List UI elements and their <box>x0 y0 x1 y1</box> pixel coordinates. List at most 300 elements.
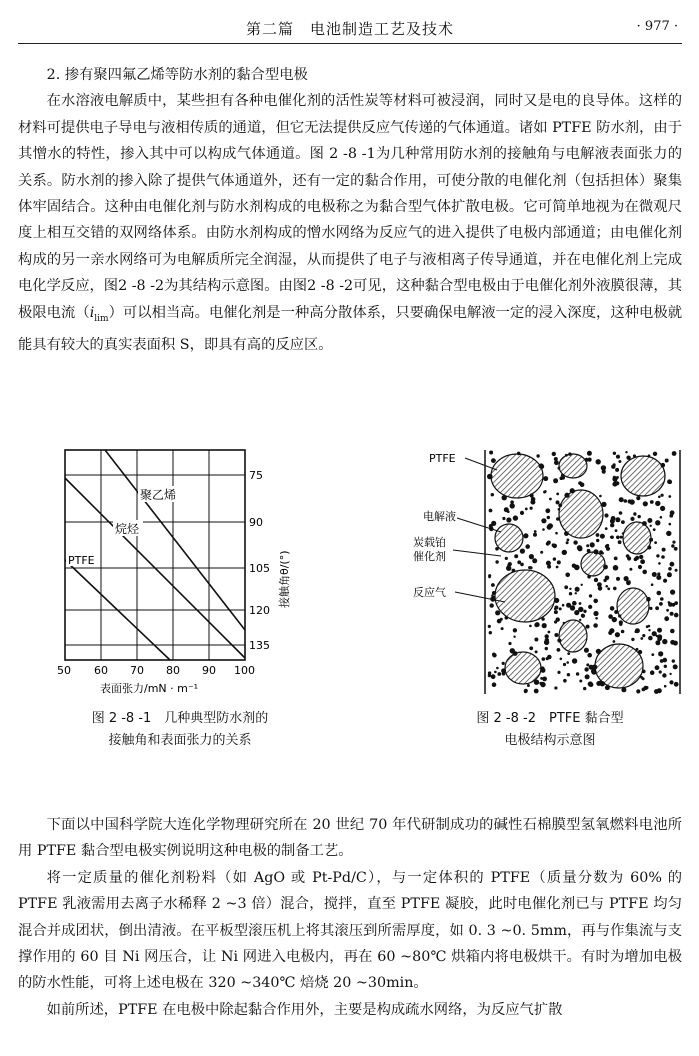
catalyst-dot <box>668 495 671 498</box>
paragraph-4: 如前所述，PTFE 在电极中除起黏合作用外，主要是构成疏水网络，为反应气扩散 <box>46 1001 563 1018</box>
catalyst-dot <box>661 463 666 468</box>
catalyst-dot <box>502 495 507 500</box>
catalyst-dot <box>667 572 672 577</box>
catalyst-dot <box>558 467 561 470</box>
catalyst-dot <box>660 506 665 511</box>
catalyst-dot <box>618 460 621 463</box>
catalyst-dot <box>570 605 575 610</box>
catalyst-dot <box>491 521 496 526</box>
catalyst-dot <box>643 501 648 506</box>
catalyst-dot <box>524 689 528 693</box>
x-tick-60: 60 <box>94 664 108 677</box>
catalyst-dot <box>596 459 601 464</box>
catalyst-dot <box>563 663 566 666</box>
catalyst-dot <box>613 565 619 571</box>
catalyst-dot <box>558 504 562 508</box>
catalyst-dot <box>666 609 669 612</box>
catalyst-dot <box>564 493 569 498</box>
catalyst-dot <box>517 560 521 564</box>
paragraph-1-tail: ）可以相当高。电催化剂是一种高分散体系，只要确保电解液一定的浸入深度，这种电极就能具有较大的真实表面积 S，即具有高的反应区。 <box>18 304 683 353</box>
y-tick-120: 120 <box>249 604 270 617</box>
catalyst-dot <box>610 536 613 539</box>
catalyst-dot <box>613 640 616 643</box>
catalyst-dot <box>672 659 675 662</box>
catalyst-dot <box>508 642 511 645</box>
catalyst-dot <box>596 539 599 542</box>
catalyst-dot <box>600 534 605 539</box>
catalyst-dot <box>520 549 525 554</box>
catalyst-dot <box>645 686 648 689</box>
catalyst-dot <box>559 607 562 610</box>
catalyst-dot <box>575 587 580 592</box>
catalyst-dot <box>651 653 654 656</box>
catalyst-dot <box>670 640 675 645</box>
catalyst-dot <box>616 455 620 459</box>
catalyst-dot <box>613 476 616 479</box>
catalyst-dot <box>583 687 586 690</box>
catalyst-dot <box>655 520 660 525</box>
catalyst-dot <box>575 592 577 594</box>
catalyst-dot <box>661 555 665 559</box>
catalyst-dot <box>561 476 565 480</box>
section-heading: 2. 掺有聚四氟乙烯等防水剂的黏合型电极 <box>46 67 308 83</box>
catalyst-dot <box>662 639 667 644</box>
figure-contact-angle-chart <box>50 440 310 700</box>
catalyst-dot <box>590 542 595 547</box>
catalyst-dot <box>656 635 658 637</box>
catalyst-dot <box>567 652 570 655</box>
x-tick-70: 70 <box>130 664 144 677</box>
catalyst-dot <box>606 544 609 547</box>
catalyst-dot <box>572 601 577 606</box>
catalyst-dot <box>667 479 672 484</box>
catalyst-dot <box>542 623 547 628</box>
catalyst-dot <box>587 451 592 456</box>
catalyst-dot <box>662 548 666 552</box>
catalyst-dot <box>615 529 618 532</box>
catalyst-dot <box>569 592 572 595</box>
x-tick-100: 100 <box>234 664 255 677</box>
figure2-caption-line1: 图 2 -8 -2 PTFE 黏合型 <box>476 711 624 726</box>
catalyst-dot <box>652 572 657 577</box>
catalyst-dot <box>594 578 598 582</box>
catalyst-dot <box>638 515 641 518</box>
catalyst-dot <box>572 658 577 663</box>
catalyst-dot <box>658 651 663 656</box>
catalyst-dot <box>665 459 669 463</box>
catalyst-dot <box>659 670 662 673</box>
catalyst-dot <box>598 586 603 591</box>
catalyst-dot <box>642 570 647 575</box>
catalyst-dot <box>495 547 499 551</box>
catalyst-dot <box>621 687 626 692</box>
catalyst-dot <box>615 468 619 472</box>
catalyst-dot <box>596 533 600 537</box>
catalyst-dot <box>638 650 642 654</box>
catalyst-dot <box>548 631 551 634</box>
catalyst-dot <box>510 648 515 653</box>
catalyst-dot <box>670 590 675 595</box>
catalyst-dot <box>669 673 671 675</box>
catalyst-dot <box>496 667 499 670</box>
catalyst-dot <box>587 653 592 658</box>
catalyst-dot <box>612 617 617 622</box>
catalyst-dot <box>579 602 582 605</box>
figure1-caption-line2: 接触角和表面张力的关系 <box>108 733 252 748</box>
catalyst-dot <box>624 576 629 581</box>
catalyst-dot <box>674 613 679 618</box>
catalyst-dot <box>541 617 544 620</box>
catalyst-dot <box>517 452 521 456</box>
catalyst-dot <box>614 557 618 561</box>
catalyst-dot <box>530 493 534 497</box>
catalyst-dot <box>670 562 675 567</box>
catalyst-dot <box>628 580 631 583</box>
catalyst-dot <box>666 531 671 536</box>
catalyst-dot <box>489 509 493 513</box>
catalyst-dot <box>625 451 627 453</box>
catalyst-dot <box>579 619 581 621</box>
catalyst-dot <box>586 663 589 666</box>
catalyst-dot <box>673 664 678 669</box>
paragraph-3: 将一定质量的催化剂粉料（如 AgO 或 Pt-Pd/C），与一定体积的 PTFE（质量分数为 60% 的 PTFE 乳液需用去离子水稀释 2 ~3 倍）混合，搅拌，直至 PTFE 凝胶，此时电催化剂已与 PTFE 均匀混合并成团状，倒出清液。在平板型滚压机上将其滚压到所需厚度，如 0. 3 ~0. 5mm，再与作集流与支撑作用的 60 目 Ni 网压合，让 Ni 网进入电极内，再在 60 ~80℃ 烘箱内将电极烘干。有时为增加电极的防水性能，可将上述电极在 320 ~340℃ 焙烧 20 ~30min。 <box>18 869 682 992</box>
catalyst-dot <box>647 546 651 550</box>
catalyst-dot <box>554 610 558 614</box>
body-text-bottom <box>18 812 682 1023</box>
catalyst-dot <box>630 517 634 521</box>
catalyst-dot <box>513 636 515 638</box>
catalyst-dot <box>601 502 606 507</box>
catalyst-dot <box>647 518 652 523</box>
catalyst-dot <box>599 495 602 498</box>
catalyst-dot <box>542 528 545 531</box>
catalyst-dot <box>577 545 582 550</box>
catalyst-dot <box>566 541 569 544</box>
catalyst-dot <box>613 452 616 455</box>
catalyst-dot <box>569 588 571 590</box>
catalyst-dot <box>613 463 616 466</box>
catalyst-dot <box>629 568 632 571</box>
catalyst-dot <box>527 684 530 687</box>
catalyst-dot <box>513 515 518 520</box>
catalyst-dot <box>640 637 643 640</box>
catalyst-dot <box>669 680 673 684</box>
catalyst-dot <box>554 620 557 623</box>
catalyst-dot <box>642 688 646 692</box>
catalyst-dot <box>492 653 496 657</box>
catalyst-dot <box>491 604 493 606</box>
catalyst-dot <box>593 611 598 616</box>
catalyst-dot <box>595 617 598 620</box>
page-header <box>18 14 682 44</box>
catalyst-dot <box>567 539 570 542</box>
catalyst-dot <box>489 451 493 455</box>
catalyst-dot <box>649 538 653 542</box>
figure2-caption-line2: 电极结构示意图 <box>504 733 596 748</box>
catalyst-dot <box>505 557 508 560</box>
catalyst-dot <box>603 579 606 582</box>
catalyst-dot <box>607 587 610 590</box>
catalyst-dot <box>512 569 516 573</box>
figure1-caption-line1: 图 2 -8 -1 几种典型防水剂的 <box>91 711 269 726</box>
y-tick-75: 75 <box>249 469 263 482</box>
catalyst-dot <box>610 606 615 611</box>
catalyst-dot <box>502 662 505 665</box>
catalyst-dot <box>585 674 590 679</box>
label-ptfe: PTFE <box>68 554 95 567</box>
catalyst-dot <box>568 452 571 455</box>
catalyst-dot <box>664 685 667 688</box>
catalyst-dot <box>593 623 598 628</box>
catalyst-dot <box>507 564 510 567</box>
page-number: · 977 · <box>636 19 678 34</box>
catalyst-dot <box>556 500 560 504</box>
catalyst-dot <box>494 671 497 674</box>
catalyst-dot <box>495 610 500 615</box>
catalyst-dot <box>542 677 547 682</box>
catalyst-dot <box>655 665 660 670</box>
catalyst-dot <box>535 650 538 653</box>
catalyst-dot <box>489 631 492 634</box>
catalyst-dot <box>502 517 505 520</box>
catalyst-dot <box>642 634 645 637</box>
catalyst-dot <box>619 620 623 624</box>
catalyst-dot <box>544 490 547 493</box>
figure1-caption <box>50 708 310 752</box>
catalyst-dot <box>491 583 495 587</box>
catalyst-dot <box>552 452 556 456</box>
catalyst-dot <box>653 528 656 531</box>
catalyst-dot <box>562 604 565 607</box>
catalyst-dot <box>492 682 497 687</box>
catalyst-dot <box>529 625 532 628</box>
catalyst-dot <box>560 658 563 661</box>
catalyst-dot <box>669 514 673 518</box>
catalyst-dot <box>662 673 666 677</box>
catalyst-dot <box>510 503 515 508</box>
catalyst-dot <box>670 629 675 634</box>
catalyst-dot <box>620 536 623 539</box>
y-tick-90: 90 <box>249 516 263 529</box>
catalyst-dot <box>547 655 552 660</box>
catalyst-dot <box>564 585 568 589</box>
catalyst-dot <box>619 497 624 502</box>
catalyst-dot <box>657 591 662 596</box>
catalyst-dot <box>671 544 674 547</box>
catalyst-dot <box>613 587 617 591</box>
catalyst-dot <box>555 532 558 535</box>
catalyst-dot <box>657 628 662 633</box>
catalyst-dot <box>491 458 496 463</box>
catalyst-dot <box>563 679 567 683</box>
catalyst-dot <box>545 634 549 638</box>
catalyst-dot <box>554 460 559 465</box>
catalyst-dot <box>624 499 628 503</box>
catalyst-dot <box>658 562 661 565</box>
catalyst-dot <box>648 636 653 641</box>
catalyst-dot <box>606 547 610 551</box>
catalyst-dot <box>664 616 669 621</box>
catalyst-dot <box>514 554 518 558</box>
catalyst-dot <box>539 682 542 685</box>
catalyst-dot <box>651 583 654 586</box>
catalyst-dot <box>501 668 506 673</box>
catalyst-dot <box>543 476 548 481</box>
catalyst-dot <box>488 671 491 674</box>
catalyst-dot <box>601 552 604 555</box>
catalyst-dot <box>608 631 612 635</box>
catalyst-dot <box>674 682 679 687</box>
catalyst-dot <box>615 517 620 522</box>
catalyst-dot <box>488 574 491 577</box>
i-lim-symbol: i <box>89 304 95 321</box>
catalyst-dot <box>648 454 651 457</box>
x-axis-label: 表面张力/mN · m⁻¹ <box>100 682 199 695</box>
catalyst-dot <box>605 527 608 530</box>
catalyst-dot <box>581 614 584 617</box>
catalyst-dot <box>668 601 671 604</box>
catalyst-dot <box>506 517 511 522</box>
catalyst-dot <box>491 674 496 679</box>
catalyst-dot <box>520 511 524 515</box>
figure-electrode-structure <box>405 446 685 696</box>
catalyst-dot <box>529 554 534 559</box>
x-tick-80: 80 <box>166 664 180 677</box>
catalyst-dot <box>554 608 557 611</box>
catalyst-dot <box>657 688 662 693</box>
catalyst-dot <box>487 474 493 480</box>
catalyst-dot <box>491 493 494 496</box>
catalyst-dot <box>605 585 608 588</box>
catalyst-dot <box>653 452 657 456</box>
catalyst-dot <box>674 601 678 605</box>
catalyst-dot <box>554 686 557 689</box>
catalyst-dot <box>505 616 509 620</box>
catalyst-dot <box>534 638 538 642</box>
catalyst-dot <box>525 508 528 511</box>
catalyst-dot <box>565 454 568 457</box>
catalyst-dot <box>546 561 551 566</box>
catalyst-dot <box>587 549 591 553</box>
catalyst-dot <box>584 648 588 652</box>
catalyst-dot <box>661 494 664 497</box>
label-catalyst-line2: 催化剂 <box>413 550 446 563</box>
catalyst-dot <box>513 628 517 632</box>
catalyst-dot <box>611 516 616 521</box>
catalyst-dot <box>631 638 634 641</box>
catalyst-dot <box>563 622 565 624</box>
catalyst-dot <box>553 478 558 483</box>
catalyst-dot <box>562 550 567 555</box>
catalyst-dot <box>638 565 642 569</box>
catalyst-dot <box>633 512 636 515</box>
catalyst-dot <box>654 541 657 544</box>
catalyst-dot <box>536 454 539 457</box>
catalyst-dot <box>584 458 588 462</box>
label-paraffin: 烷烃 <box>115 522 140 536</box>
catalyst-dot <box>660 516 663 519</box>
catalyst-dot <box>552 544 557 549</box>
catalyst-dot <box>557 638 561 642</box>
catalyst-dot <box>532 558 537 563</box>
catalyst-dot <box>668 567 672 571</box>
catalyst-dot <box>656 575 661 580</box>
paragraph-1 <box>18 88 682 358</box>
label-catalyst-line1: 炭载铂 <box>413 536 446 549</box>
catalyst-dot <box>650 500 654 504</box>
catalyst-dot <box>589 594 592 597</box>
catalyst-dot <box>553 557 556 560</box>
catalyst-dot <box>596 649 601 654</box>
catalyst-dot <box>554 598 559 603</box>
catalyst-dot <box>650 525 652 527</box>
catalyst-dot <box>534 689 539 694</box>
catalyst-dot <box>593 599 598 604</box>
y-tick-135: 135 <box>249 639 270 652</box>
catalyst-dot <box>619 511 623 515</box>
catalyst-dot <box>573 540 577 544</box>
y-tick-105: 105 <box>249 562 270 575</box>
catalyst-dot <box>541 518 546 523</box>
x-tick-90: 90 <box>202 664 216 677</box>
catalyst-dot <box>525 544 530 549</box>
paragraph-1-text: 在水溶液电解质中，某些担有各种电催化剂的活性炭等材料可被浸润，同时又是电的良导体。这样的材料可提供电子导电与液相传质的通道，但它无法提供反应气传递的气体通道。诸如 PTFE 防水剂，由于其憎水的特性，掺入其中可以构成气体通道。图 2 -8 -1为几种常用防水剂的接触角与电解液表面张力的关系。防水剂的掺入除了提供气体通道外，还有一定的黏合作用，可使分散的电催化剂（包括担体）聚集体牢固结合。这种由电催化剂与防水剂构成的电极称之为黏合型气体扩散电极。它可简单地视为在微观尺度上相互交错的双网络体系。由防水剂构成的憎水网络为反应气的进入提供了电极内部通道；由电催化剂构成的另一亲水网络可为电解质所完全润湿，从而提供了电子与液相离子传导通道，并在电催化剂上完成电化学反应，图2 -8 -2为其结构示意图。由图2 -8 -2可见，这种黏合型电极由于电催化剂外液膜很薄，其极限电流（ <box>18 93 682 321</box>
catalyst-dot <box>655 640 660 645</box>
catalyst-dot <box>622 532 624 534</box>
catalyst-dot <box>636 496 640 500</box>
catalyst-dot <box>626 456 630 460</box>
catalyst-dot <box>541 668 546 673</box>
catalyst-dot <box>656 554 659 557</box>
label-reactant-gas: 反应气 <box>413 586 446 599</box>
catalyst-dot <box>534 680 539 685</box>
catalyst-dot <box>488 625 491 628</box>
catalyst-dot <box>501 627 504 630</box>
catalyst-dot <box>576 672 579 675</box>
catalyst-dot <box>547 516 550 519</box>
catalyst-dot <box>621 630 625 634</box>
catalyst-dot <box>635 628 640 633</box>
catalyst-dot <box>574 565 580 571</box>
catalyst-dot <box>567 673 570 676</box>
catalyst-dot <box>626 554 630 558</box>
catalyst-dot <box>554 633 558 637</box>
catalyst-dot <box>500 618 503 621</box>
catalyst-dot <box>616 536 620 540</box>
catalyst-dot <box>646 597 651 602</box>
catalyst-dot <box>557 648 561 652</box>
catalyst-dot <box>581 584 583 586</box>
catalyst-dot <box>642 521 647 526</box>
catalyst-dot <box>655 501 660 506</box>
catalyst-dot <box>605 685 610 690</box>
catalyst-dot <box>674 547 678 551</box>
catalyst-dot <box>649 607 652 610</box>
catalyst-dot <box>545 647 548 650</box>
catalyst-dot <box>604 513 608 517</box>
catalyst-dot <box>586 625 590 629</box>
catalyst-dot <box>523 533 528 538</box>
label-polyethylene: 聚乙烯 <box>140 488 177 502</box>
i-lim-subscript: lim <box>94 313 109 324</box>
label-electrolyte: 电解液 <box>423 510 456 523</box>
catalyst-dot <box>618 540 622 544</box>
catalyst-dot <box>593 549 598 554</box>
catalyst-dot <box>539 464 544 469</box>
figure2-caption <box>420 708 680 752</box>
catalyst-dot <box>549 498 552 501</box>
catalyst-dot <box>615 632 620 637</box>
